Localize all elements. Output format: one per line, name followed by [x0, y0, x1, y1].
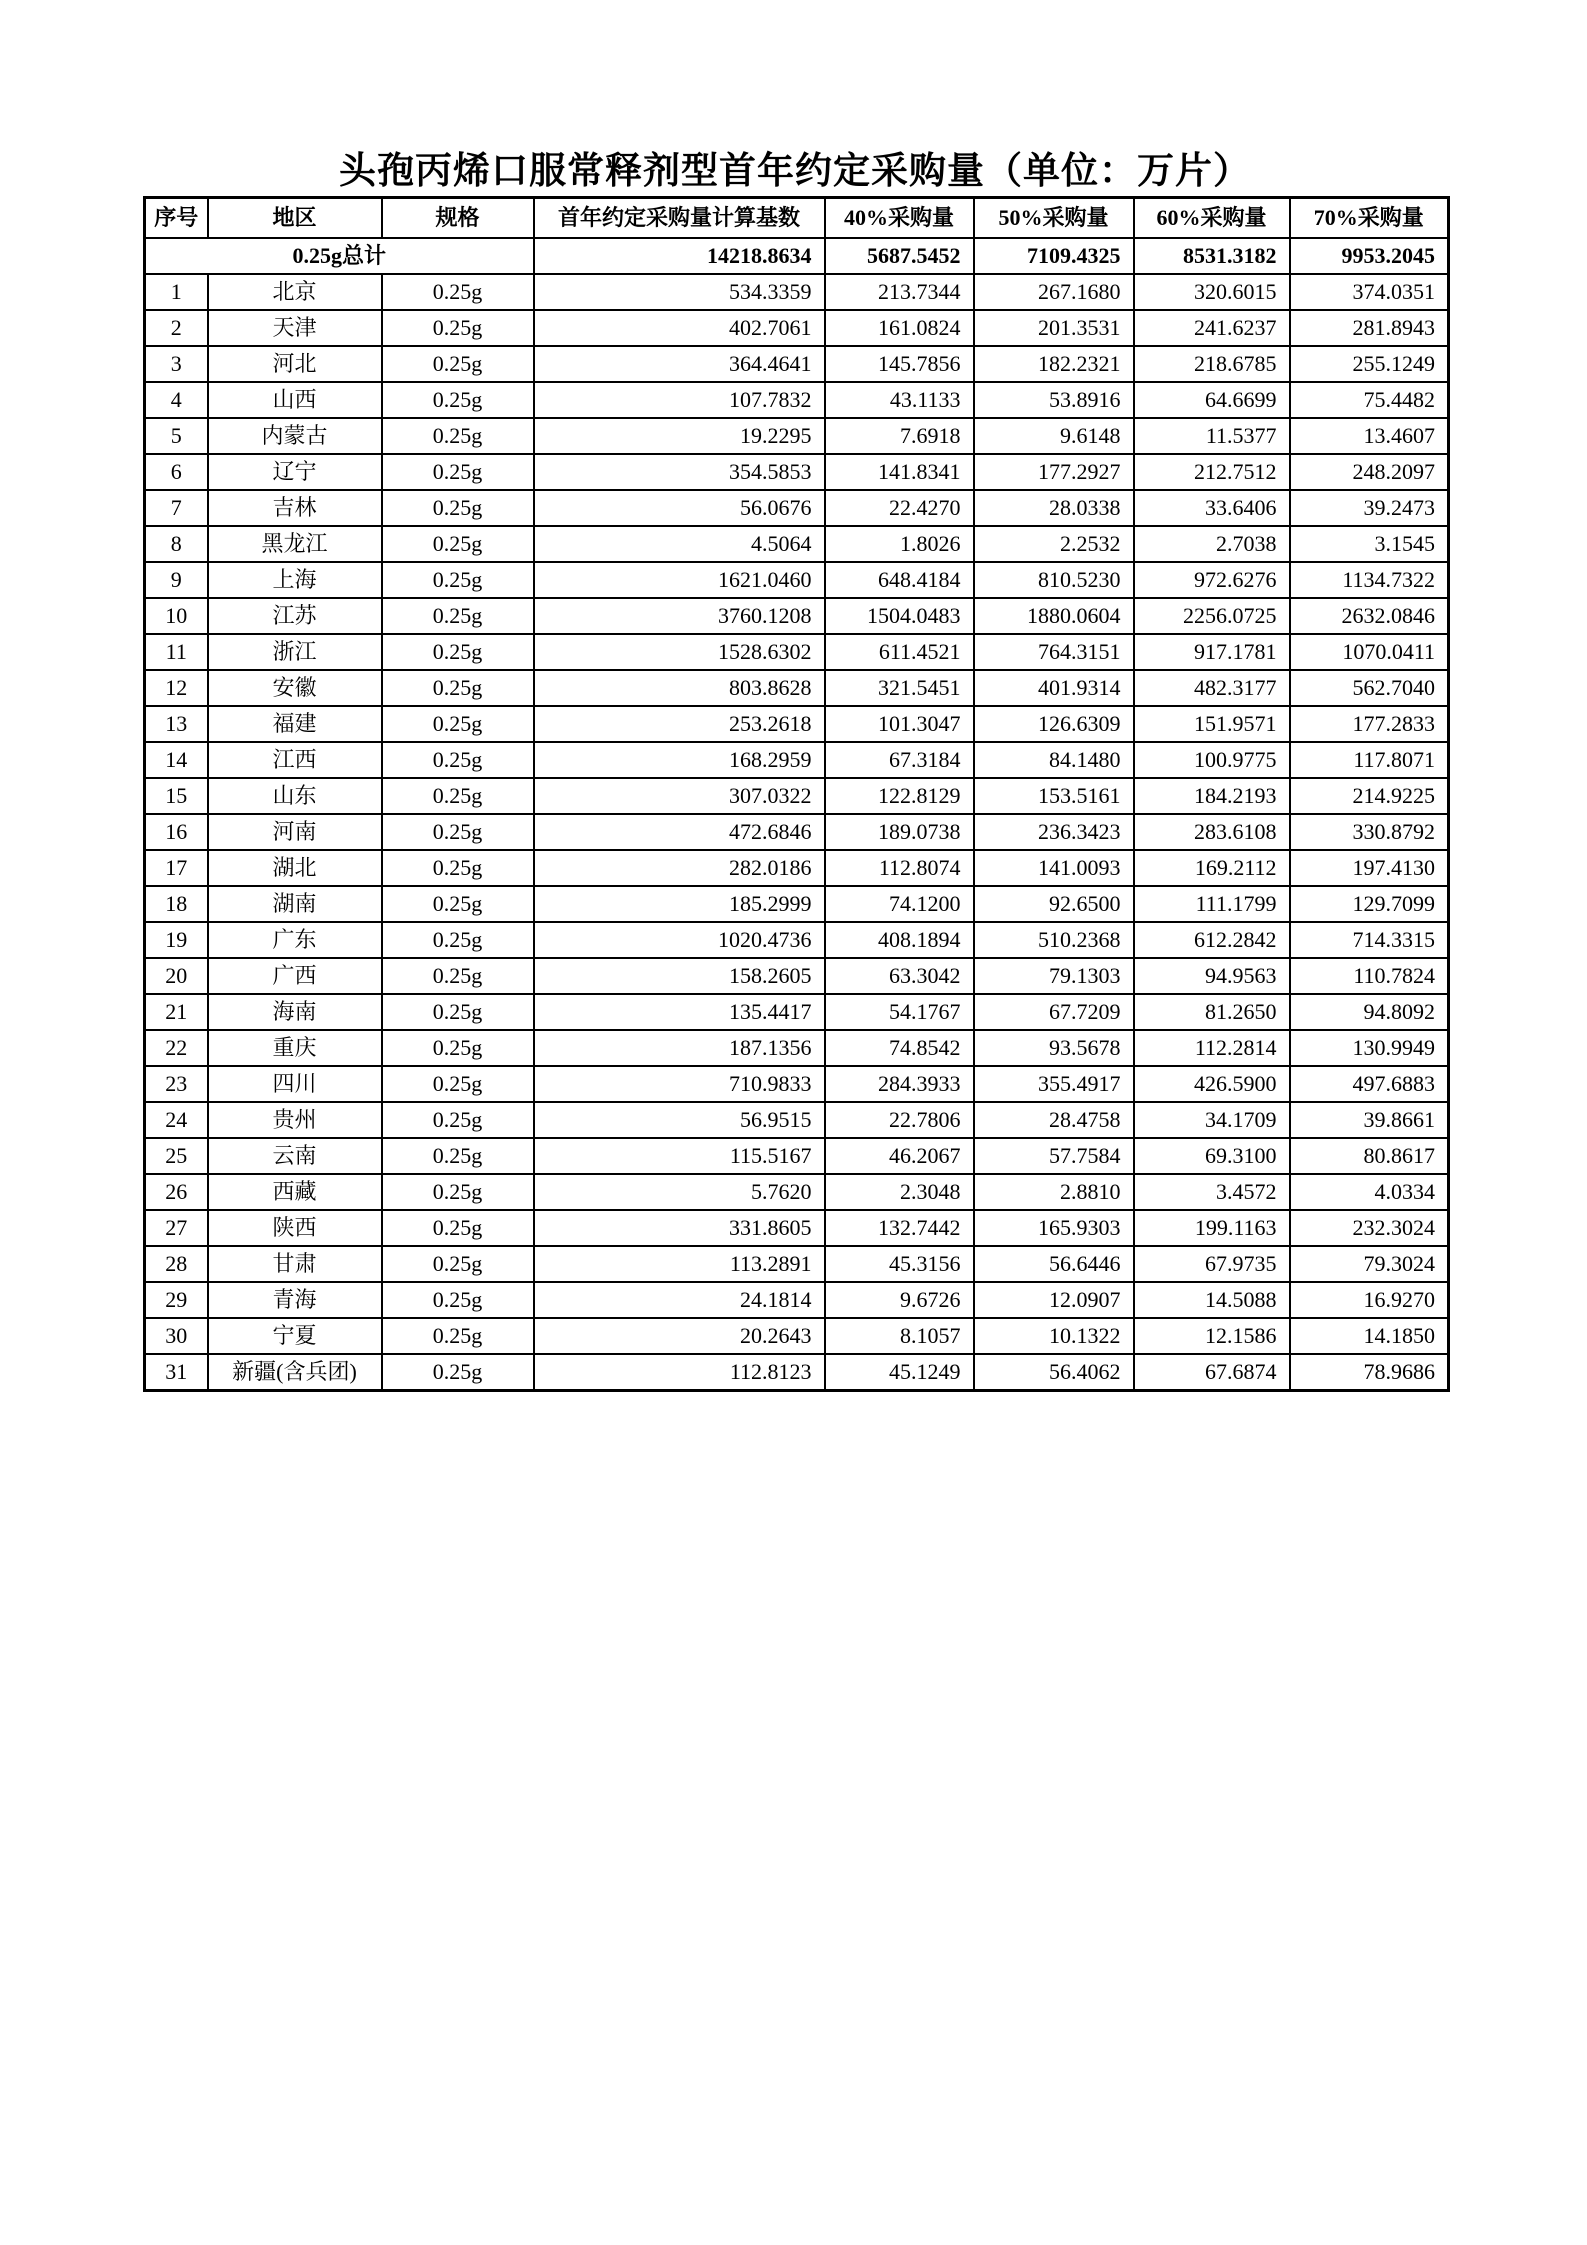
table-row — [145, 346, 1449, 382]
cell-p50: 2.8810 — [974, 1174, 1134, 1210]
cell-p70: 14.1850 — [1290, 1318, 1449, 1354]
cell-base: 282.0186 — [534, 850, 825, 886]
table-row — [145, 814, 1449, 850]
cell-spec: 0.25g — [382, 382, 534, 418]
total-p70-value: 9953.2045 — [1290, 238, 1449, 274]
table-row — [145, 418, 1449, 454]
cell-base: 56.0676 — [534, 490, 825, 526]
cell-p50: 79.1303 — [974, 958, 1134, 994]
cell-no: 18 — [145, 886, 208, 922]
cell-region: 上海 — [208, 562, 382, 598]
procurement-table — [143, 196, 1450, 1392]
cell-p40: 101.3047 — [825, 706, 974, 742]
cell-p50: 267.1680 — [974, 274, 1134, 310]
cell-no: 28 — [145, 1246, 208, 1282]
header-cell-p60: 60%采购量 — [1134, 198, 1290, 239]
cell-p70: 1134.7322 — [1290, 562, 1449, 598]
cell-base: 20.2643 — [534, 1318, 825, 1354]
page-title: 头孢丙烯口服常释剂型首年约定采购量（单位：万片） — [339, 151, 1251, 192]
cell-spec: 0.25g — [382, 850, 534, 886]
cell-p60: 212.7512 — [1134, 454, 1290, 490]
cell-p40: 145.7856 — [825, 346, 974, 382]
table-row — [145, 742, 1449, 778]
cell-base: 168.2959 — [534, 742, 825, 778]
cell-region: 北京 — [208, 274, 382, 310]
cell-p60: 612.2842 — [1134, 922, 1290, 958]
cell-base: 253.2618 — [534, 706, 825, 742]
cell-p40: 74.1200 — [825, 886, 974, 922]
cell-p70: 2632.0846 — [1290, 598, 1449, 634]
cell-no: 17 — [145, 850, 208, 886]
table-row — [145, 922, 1449, 958]
cell-no: 11 — [145, 634, 208, 670]
cell-no: 6 — [145, 454, 208, 490]
cell-p40: 46.2067 — [825, 1138, 974, 1174]
table-row — [145, 1066, 1449, 1102]
cell-base: 4.5064 — [534, 526, 825, 562]
cell-p50: 401.9314 — [974, 670, 1134, 706]
cell-no: 19 — [145, 922, 208, 958]
cell-spec: 0.25g — [382, 742, 534, 778]
cell-p50: 56.6446 — [974, 1246, 1134, 1282]
table-row — [145, 994, 1449, 1030]
cell-no: 30 — [145, 1318, 208, 1354]
cell-no: 2 — [145, 310, 208, 346]
cell-spec: 0.25g — [382, 1138, 534, 1174]
cell-no: 31 — [145, 1354, 208, 1391]
cell-p60: 482.3177 — [1134, 670, 1290, 706]
cell-base: 112.8123 — [534, 1354, 825, 1391]
cell-p60: 81.2650 — [1134, 994, 1290, 1030]
cell-base: 1528.6302 — [534, 634, 825, 670]
cell-p60: 283.6108 — [1134, 814, 1290, 850]
table-row — [145, 670, 1449, 706]
cell-p60: 33.6406 — [1134, 490, 1290, 526]
cell-p50: 57.7584 — [974, 1138, 1134, 1174]
cell-base: 307.0322 — [534, 778, 825, 814]
cell-no: 7 — [145, 490, 208, 526]
table-row — [145, 1318, 1449, 1354]
cell-spec: 0.25g — [382, 1318, 534, 1354]
table-row — [145, 1210, 1449, 1246]
cell-base: 24.1814 — [534, 1282, 825, 1318]
header-cell-spec: 规格 — [382, 198, 534, 239]
cell-spec: 0.25g — [382, 1030, 534, 1066]
cell-no: 1 — [145, 274, 208, 310]
cell-p70: 80.8617 — [1290, 1138, 1449, 1174]
cell-spec: 0.25g — [382, 562, 534, 598]
cell-p60: 199.1163 — [1134, 1210, 1290, 1246]
cell-p50: 92.6500 — [974, 886, 1134, 922]
cell-region: 江西 — [208, 742, 382, 778]
cell-p60: 69.3100 — [1134, 1138, 1290, 1174]
cell-p60: 2256.0725 — [1134, 598, 1290, 634]
cell-region: 吉林 — [208, 490, 382, 526]
cell-base: 331.8605 — [534, 1210, 825, 1246]
cell-no: 5 — [145, 418, 208, 454]
cell-spec: 0.25g — [382, 1102, 534, 1138]
table-row — [145, 850, 1449, 886]
cell-base: 56.9515 — [534, 1102, 825, 1138]
cell-p60: 111.1799 — [1134, 886, 1290, 922]
cell-region: 海南 — [208, 994, 382, 1030]
table-row — [145, 1354, 1449, 1391]
cell-base: 19.2295 — [534, 418, 825, 454]
cell-base: 803.8628 — [534, 670, 825, 706]
cell-spec: 0.25g — [382, 1210, 534, 1246]
cell-spec: 0.25g — [382, 1354, 534, 1391]
total-base-value: 14218.8634 — [534, 238, 825, 274]
cell-p50: 12.0907 — [974, 1282, 1134, 1318]
cell-no: 22 — [145, 1030, 208, 1066]
cell-p50: 764.3151 — [974, 634, 1134, 670]
cell-region: 黑龙江 — [208, 526, 382, 562]
cell-spec: 0.25g — [382, 1246, 534, 1282]
cell-no: 24 — [145, 1102, 208, 1138]
cell-p40: 7.6918 — [825, 418, 974, 454]
cell-p50: 355.4917 — [974, 1066, 1134, 1102]
cell-p70: 374.0351 — [1290, 274, 1449, 310]
cell-no: 4 — [145, 382, 208, 418]
cell-spec: 0.25g — [382, 346, 534, 382]
table-row — [145, 454, 1449, 490]
table-row — [145, 1030, 1449, 1066]
cell-p60: 64.6699 — [1134, 382, 1290, 418]
table-row — [145, 1138, 1449, 1174]
cell-p70: 130.9949 — [1290, 1030, 1449, 1066]
header-cell-base: 首年约定采购量计算基数 — [534, 198, 825, 239]
cell-p60: 11.5377 — [1134, 418, 1290, 454]
cell-base: 113.2891 — [534, 1246, 825, 1282]
cell-no: 3 — [145, 346, 208, 382]
cell-base: 187.1356 — [534, 1030, 825, 1066]
cell-p70: 248.2097 — [1290, 454, 1449, 490]
table-row — [145, 310, 1449, 346]
cell-no: 12 — [145, 670, 208, 706]
table-row — [145, 886, 1449, 922]
cell-p70: 94.8092 — [1290, 994, 1449, 1030]
table-row — [145, 1174, 1449, 1210]
cell-p40: 611.4521 — [825, 634, 974, 670]
cell-p40: 22.4270 — [825, 490, 974, 526]
cell-p60: 169.2112 — [1134, 850, 1290, 886]
cell-spec: 0.25g — [382, 886, 534, 922]
cell-p40: 54.1767 — [825, 994, 974, 1030]
cell-region: 河北 — [208, 346, 382, 382]
total-p60-value: 8531.3182 — [1134, 238, 1290, 274]
cell-p60: 151.9571 — [1134, 706, 1290, 742]
cell-spec: 0.25g — [382, 490, 534, 526]
cell-region: 福建 — [208, 706, 382, 742]
cell-p60: 218.6785 — [1134, 346, 1290, 382]
cell-p40: 63.3042 — [825, 958, 974, 994]
cell-p40: 22.7806 — [825, 1102, 974, 1138]
cell-p70: 16.9270 — [1290, 1282, 1449, 1318]
cell-spec: 0.25g — [382, 778, 534, 814]
cell-spec: 0.25g — [382, 526, 534, 562]
cell-p50: 2.2532 — [974, 526, 1134, 562]
cell-region: 江苏 — [208, 598, 382, 634]
cell-region: 湖北 — [208, 850, 382, 886]
cell-base: 185.2999 — [534, 886, 825, 922]
cell-p40: 321.5451 — [825, 670, 974, 706]
cell-p50: 28.4758 — [974, 1102, 1134, 1138]
cell-p50: 153.5161 — [974, 778, 1134, 814]
cell-spec: 0.25g — [382, 454, 534, 490]
cell-no: 26 — [145, 1174, 208, 1210]
cell-p70: 39.8661 — [1290, 1102, 1449, 1138]
cell-p50: 56.4062 — [974, 1354, 1134, 1391]
cell-spec: 0.25g — [382, 1066, 534, 1102]
cell-p50: 141.0093 — [974, 850, 1134, 886]
cell-base: 534.3359 — [534, 274, 825, 310]
cell-p70: 117.8071 — [1290, 742, 1449, 778]
cell-p60: 34.1709 — [1134, 1102, 1290, 1138]
table-row — [145, 958, 1449, 994]
cell-p50: 1880.0604 — [974, 598, 1134, 634]
header-cell-region: 地区 — [208, 198, 382, 239]
table-row — [145, 634, 1449, 670]
header-row — [145, 198, 1449, 239]
cell-base: 135.4417 — [534, 994, 825, 1030]
cell-p60: 917.1781 — [1134, 634, 1290, 670]
cell-region: 天津 — [208, 310, 382, 346]
table-row — [145, 1246, 1449, 1282]
cell-no: 14 — [145, 742, 208, 778]
cell-p60: 112.2814 — [1134, 1030, 1290, 1066]
cell-spec: 0.25g — [382, 310, 534, 346]
cell-p40: 408.1894 — [825, 922, 974, 958]
cell-region: 陕西 — [208, 1210, 382, 1246]
cell-p60: 972.6276 — [1134, 562, 1290, 598]
cell-no: 25 — [145, 1138, 208, 1174]
cell-p60: 320.6015 — [1134, 274, 1290, 310]
cell-no: 16 — [145, 814, 208, 850]
cell-p60: 100.9775 — [1134, 742, 1290, 778]
cell-no: 27 — [145, 1210, 208, 1246]
cell-p50: 810.5230 — [974, 562, 1134, 598]
cell-base: 5.7620 — [534, 1174, 825, 1210]
cell-no: 13 — [145, 706, 208, 742]
total-label: 0.25g总计 — [145, 238, 534, 274]
cell-base: 472.6846 — [534, 814, 825, 850]
cell-p40: 1.8026 — [825, 526, 974, 562]
cell-base: 402.7061 — [534, 310, 825, 346]
cell-region: 青海 — [208, 1282, 382, 1318]
header-cell-p70: 70%采购量 — [1290, 198, 1449, 239]
cell-no: 9 — [145, 562, 208, 598]
cell-p70: 232.3024 — [1290, 1210, 1449, 1246]
cell-p40: 1504.0483 — [825, 598, 974, 634]
table-row — [145, 490, 1449, 526]
table-row — [145, 1282, 1449, 1318]
cell-p40: 8.1057 — [825, 1318, 974, 1354]
cell-spec: 0.25g — [382, 958, 534, 994]
total-p50-value: 7109.4325 — [974, 238, 1134, 274]
cell-p40: 189.0738 — [825, 814, 974, 850]
cell-spec: 0.25g — [382, 706, 534, 742]
cell-p40: 45.3156 — [825, 1246, 974, 1282]
cell-p70: 129.7099 — [1290, 886, 1449, 922]
cell-p60: 67.9735 — [1134, 1246, 1290, 1282]
cell-p60: 94.9563 — [1134, 958, 1290, 994]
cell-p50: 177.2927 — [974, 454, 1134, 490]
cell-region: 辽宁 — [208, 454, 382, 490]
cell-p70: 78.9686 — [1290, 1354, 1449, 1391]
cell-p50: 84.1480 — [974, 742, 1134, 778]
cell-region: 贵州 — [208, 1102, 382, 1138]
cell-p40: 132.7442 — [825, 1210, 974, 1246]
cell-p50: 53.8916 — [974, 382, 1134, 418]
cell-p70: 75.4482 — [1290, 382, 1449, 418]
cell-p70: 197.4130 — [1290, 850, 1449, 886]
cell-p60: 2.7038 — [1134, 526, 1290, 562]
table-row — [145, 598, 1449, 634]
cell-p70: 281.8943 — [1290, 310, 1449, 346]
cell-p50: 28.0338 — [974, 490, 1134, 526]
cell-p60: 184.2193 — [1134, 778, 1290, 814]
cell-p40: 213.7344 — [825, 274, 974, 310]
table-body — [145, 238, 1449, 1391]
cell-region: 广西 — [208, 958, 382, 994]
cell-p70: 13.4607 — [1290, 418, 1449, 454]
table-row — [145, 526, 1449, 562]
cell-p70: 177.2833 — [1290, 706, 1449, 742]
cell-p70: 714.3315 — [1290, 922, 1449, 958]
cell-spec: 0.25g — [382, 814, 534, 850]
cell-p60: 14.5088 — [1134, 1282, 1290, 1318]
cell-p50: 93.5678 — [974, 1030, 1134, 1066]
cell-no: 21 — [145, 994, 208, 1030]
cell-p40: 45.1249 — [825, 1354, 974, 1391]
cell-p50: 182.2321 — [974, 346, 1134, 382]
cell-region: 山东 — [208, 778, 382, 814]
cell-region: 安徽 — [208, 670, 382, 706]
cell-p60: 3.4572 — [1134, 1174, 1290, 1210]
cell-no: 10 — [145, 598, 208, 634]
cell-p70: 4.0334 — [1290, 1174, 1449, 1210]
cell-base: 1621.0460 — [534, 562, 825, 598]
cell-spec: 0.25g — [382, 922, 534, 958]
cell-p40: 43.1133 — [825, 382, 974, 418]
cell-base: 107.7832 — [534, 382, 825, 418]
cell-region: 广东 — [208, 922, 382, 958]
cell-base: 1020.4736 — [534, 922, 825, 958]
table-row — [145, 778, 1449, 814]
cell-p50: 126.6309 — [974, 706, 1134, 742]
cell-p50: 10.1322 — [974, 1318, 1134, 1354]
header-cell-p40: 40%采购量 — [825, 198, 974, 239]
cell-spec: 0.25g — [382, 634, 534, 670]
cell-base: 364.4641 — [534, 346, 825, 382]
cell-p40: 122.8129 — [825, 778, 974, 814]
table-row — [145, 382, 1449, 418]
cell-p70: 1070.0411 — [1290, 634, 1449, 670]
cell-p40: 284.3933 — [825, 1066, 974, 1102]
cell-region: 新疆(含兵团) — [208, 1354, 382, 1391]
cell-base: 158.2605 — [534, 958, 825, 994]
cell-p70: 110.7824 — [1290, 958, 1449, 994]
cell-p50: 9.6148 — [974, 418, 1134, 454]
table-row — [145, 706, 1449, 742]
cell-region: 云南 — [208, 1138, 382, 1174]
cell-p50: 67.7209 — [974, 994, 1134, 1030]
table-row — [145, 1102, 1449, 1138]
cell-spec: 0.25g — [382, 670, 534, 706]
cell-p70: 497.6883 — [1290, 1066, 1449, 1102]
cell-p70: 255.1249 — [1290, 346, 1449, 382]
cell-p70: 214.9225 — [1290, 778, 1449, 814]
cell-p70: 39.2473 — [1290, 490, 1449, 526]
cell-region: 四川 — [208, 1066, 382, 1102]
cell-region: 湖南 — [208, 886, 382, 922]
cell-p70: 330.8792 — [1290, 814, 1449, 850]
cell-p70: 79.3024 — [1290, 1246, 1449, 1282]
cell-region: 西藏 — [208, 1174, 382, 1210]
cell-spec: 0.25g — [382, 418, 534, 454]
cell-region: 河南 — [208, 814, 382, 850]
cell-p70: 562.7040 — [1290, 670, 1449, 706]
cell-p60: 12.1586 — [1134, 1318, 1290, 1354]
cell-p50: 201.3531 — [974, 310, 1134, 346]
cell-region: 重庆 — [208, 1030, 382, 1066]
header-cell-no: 序号 — [145, 198, 208, 239]
cell-base: 710.9833 — [534, 1066, 825, 1102]
cell-base: 115.5167 — [534, 1138, 825, 1174]
cell-no: 29 — [145, 1282, 208, 1318]
cell-spec: 0.25g — [382, 1174, 534, 1210]
cell-region: 甘肃 — [208, 1246, 382, 1282]
cell-spec: 0.25g — [382, 994, 534, 1030]
cell-p50: 236.3423 — [974, 814, 1134, 850]
cell-p40: 9.6726 — [825, 1282, 974, 1318]
cell-p40: 141.8341 — [825, 454, 974, 490]
total-p40-value: 5687.5452 — [825, 238, 974, 274]
cell-region: 宁夏 — [208, 1318, 382, 1354]
cell-p40: 67.3184 — [825, 742, 974, 778]
cell-spec: 0.25g — [382, 274, 534, 310]
cell-region: 浙江 — [208, 634, 382, 670]
cell-p50: 165.9303 — [974, 1210, 1134, 1246]
cell-base: 354.5853 — [534, 454, 825, 490]
total-row — [145, 238, 1449, 274]
cell-p40: 648.4184 — [825, 562, 974, 598]
cell-region: 山西 — [208, 382, 382, 418]
cell-p60: 67.6874 — [1134, 1354, 1290, 1391]
cell-p40: 112.8074 — [825, 850, 974, 886]
table-row — [145, 562, 1449, 598]
cell-spec: 0.25g — [382, 1282, 534, 1318]
table-row — [145, 274, 1449, 310]
cell-p60: 426.5900 — [1134, 1066, 1290, 1102]
cell-no: 15 — [145, 778, 208, 814]
cell-no: 20 — [145, 958, 208, 994]
cell-p50: 510.2368 — [974, 922, 1134, 958]
cell-region: 内蒙古 — [208, 418, 382, 454]
cell-spec: 0.25g — [382, 598, 534, 634]
cell-p70: 3.1545 — [1290, 526, 1449, 562]
cell-p60: 241.6237 — [1134, 310, 1290, 346]
cell-p40: 74.8542 — [825, 1030, 974, 1066]
cell-p40: 2.3048 — [825, 1174, 974, 1210]
cell-no: 8 — [145, 526, 208, 562]
cell-base: 3760.1208 — [534, 598, 825, 634]
header-cell-p50: 50%采购量 — [974, 198, 1134, 239]
cell-no: 23 — [145, 1066, 208, 1102]
cell-p40: 161.0824 — [825, 310, 974, 346]
